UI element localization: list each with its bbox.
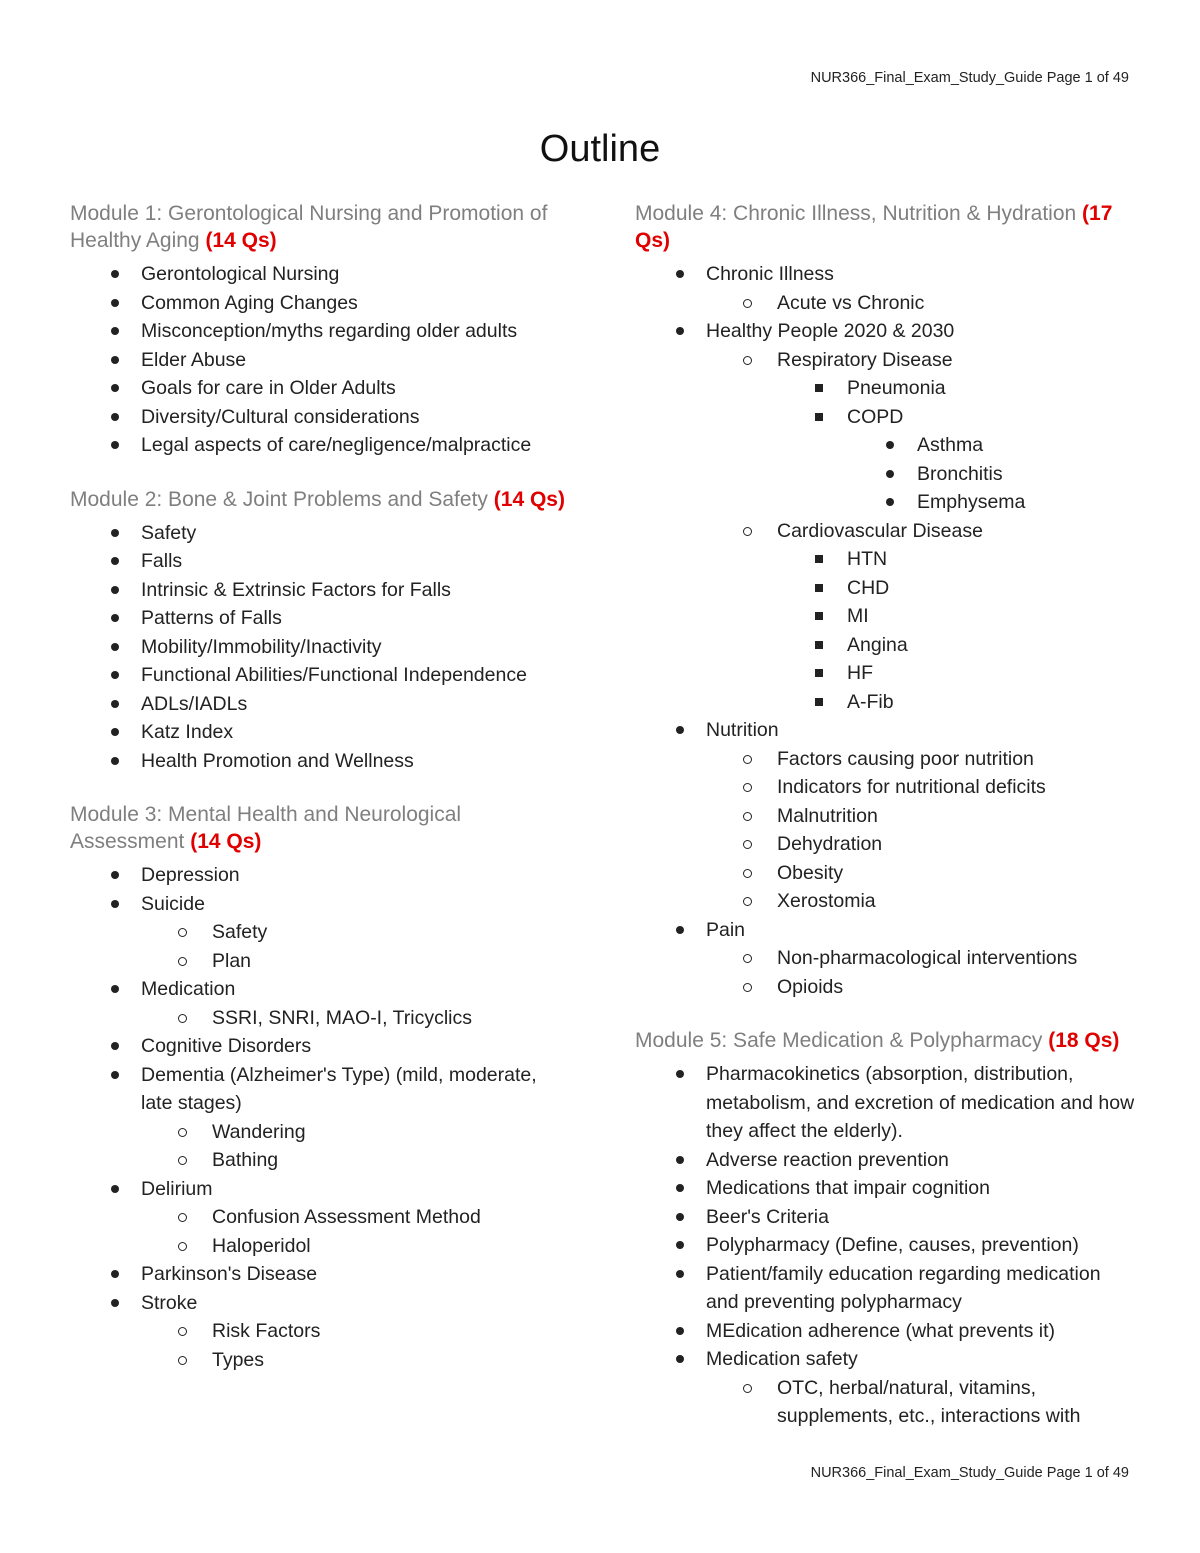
module-title-text: Module 5: Safe Medication & Polypharmacy: [635, 1029, 1043, 1052]
square-bullet-icon: [815, 555, 823, 563]
hollow-circle-bullet-icon: [178, 1128, 187, 1137]
list-item-text: Depression: [141, 864, 240, 886]
right-column: [635, 200, 1135, 1457]
list-item-text: Xerostomia: [777, 890, 876, 912]
question-count: (14 Qs): [190, 830, 262, 853]
list-item: [70, 346, 570, 375]
list-item: [635, 916, 1135, 945]
list-item: [635, 460, 1135, 489]
module-title-text: Module 4: Chronic Illness, Nutrition & Hydration: [635, 202, 1077, 225]
hollow-circle-bullet-icon: [743, 954, 752, 963]
list-item-text: Pneumonia: [847, 377, 946, 399]
list-item: [70, 1289, 570, 1318]
module-title: [70, 801, 570, 855]
hollow-circle-bullet-icon: [743, 783, 752, 792]
list-item-text: Cardiovascular Disease: [777, 519, 983, 542]
module-title: [70, 486, 570, 513]
module-title-text: Module 3: Mental Health and Neurological Assessment: [70, 803, 462, 853]
bullet-icon: [676, 1327, 684, 1335]
list-item-text: Acute vs Chronic: [777, 291, 925, 314]
bullet-icon: [676, 1241, 684, 1249]
bullet-icon: [111, 1042, 119, 1050]
left-column: [70, 200, 570, 1400]
bullet-icon: [111, 614, 119, 622]
list-item-text: Parkinson's Disease: [141, 1263, 318, 1285]
list-item-text: HTN: [847, 548, 888, 570]
list-item-text: MI: [847, 605, 869, 627]
list-item: [635, 1174, 1135, 1203]
list-item: [70, 1317, 570, 1346]
list-item-text: Diversity/Cultural considerations: [141, 405, 420, 428]
list-item: [70, 519, 570, 548]
list-item: [635, 545, 1135, 574]
bullet-icon: [676, 327, 684, 335]
list-item-text: Pain: [706, 918, 746, 941]
list-item-text: Bathing: [212, 1149, 279, 1171]
list-item-text: Mobility/Immobility/Inactivity: [141, 635, 382, 658]
square-bullet-icon: [815, 384, 823, 392]
list-item-text: Patterns of Falls: [141, 607, 282, 629]
module-section: [635, 1027, 1135, 1431]
list-item-text: Malnutrition: [777, 804, 878, 827]
list-item-text: Cognitive Disorders: [141, 1035, 312, 1057]
hollow-circle-bullet-icon: [178, 1156, 187, 1165]
outline-list: [70, 861, 570, 1374]
list-item-text: Medication safety: [706, 1348, 858, 1370]
hollow-circle-bullet-icon: [743, 812, 752, 821]
list-item: [635, 1374, 1135, 1431]
bullet-icon: [886, 498, 894, 506]
list-item-text: MEdication adherence (what prevents it): [706, 1319, 1056, 1342]
hollow-circle-bullet-icon: [743, 897, 752, 906]
list-item: [635, 260, 1135, 289]
bullet-icon: [111, 327, 119, 335]
list-item-text: Functional Abilities/Functional Independence: [141, 664, 527, 686]
hollow-circle-bullet-icon: [743, 527, 752, 536]
bullet-icon: [676, 726, 684, 734]
bullet-icon: [111, 985, 119, 993]
list-item-text: Healthy People 2020 & 2030: [706, 320, 955, 342]
list-item: [70, 1061, 570, 1118]
bullet-icon: [111, 871, 119, 879]
question-count: (18 Qs): [1048, 1029, 1120, 1052]
list-item: [70, 604, 570, 633]
list-item: [70, 1004, 570, 1033]
list-item-text: Respiratory Disease: [777, 348, 953, 371]
list-item-text: Asthma: [917, 434, 984, 456]
bullet-icon: [111, 299, 119, 307]
list-item: [70, 975, 570, 1004]
list-item: [635, 346, 1135, 375]
list-item: [70, 1346, 570, 1375]
list-item-text: Delirium: [141, 1177, 213, 1200]
bullet-icon: [676, 1213, 684, 1221]
list-item: [70, 1175, 570, 1204]
list-item-text: Medications that impair cognition: [706, 1177, 990, 1199]
list-item-text: Health Promotion and Wellness: [141, 749, 414, 772]
list-item: [70, 374, 570, 403]
list-item: [635, 1317, 1135, 1346]
square-bullet-icon: [815, 584, 823, 592]
list-item-text: Emphysema: [917, 491, 1026, 513]
outline-list: [635, 1060, 1135, 1431]
module-title-text: Module 2: Bone & Joint Problems and Safety: [70, 487, 488, 511]
list-item-text: Safety: [212, 921, 268, 943]
bullet-icon: [886, 470, 894, 478]
list-item: [70, 718, 570, 747]
list-item: [635, 631, 1135, 660]
list-item: [635, 1203, 1135, 1232]
module-title-text: Module 1: Gerontological Nursing and Promotion of Healthy Aging: [70, 202, 548, 252]
hollow-circle-bullet-icon: [743, 356, 752, 365]
module-section: [70, 486, 570, 776]
list-item-text: Adverse reaction prevention: [706, 1148, 949, 1171]
bullet-icon: [111, 700, 119, 708]
page-title: Outline: [539, 128, 661, 170]
page-footer: NUR366_Final_Exam_Study_Guide Page 1 of 49: [810, 1465, 1129, 1481]
outline-list: [70, 260, 570, 460]
bullet-icon: [111, 1270, 119, 1278]
list-item: [635, 431, 1135, 460]
list-item: [70, 431, 570, 460]
module-title: [70, 200, 570, 254]
bullet-icon: [111, 270, 119, 278]
list-item: [70, 690, 570, 719]
list-item: [70, 633, 570, 662]
list-item: [635, 659, 1135, 688]
hollow-circle-bullet-icon: [178, 1014, 187, 1023]
bullet-icon: [676, 1355, 684, 1363]
list-item: [70, 918, 570, 947]
bullet-icon: [886, 441, 894, 449]
list-item-text: COPD: [847, 405, 904, 428]
list-item: [635, 944, 1135, 973]
list-item: [635, 830, 1135, 859]
list-item-text: Patient/family education regarding medication and preventing polypharmacy: [706, 1262, 1101, 1313]
list-item: [70, 289, 570, 318]
list-item: [635, 488, 1135, 517]
bullet-icon: [111, 757, 119, 765]
list-item: [70, 260, 570, 289]
list-item: [635, 1260, 1135, 1317]
list-item-text: Obesity: [777, 861, 844, 884]
hollow-circle-bullet-icon: [178, 1327, 187, 1336]
bullet-icon: [111, 413, 119, 421]
module-section: [635, 200, 1135, 1001]
bullet-icon: [111, 586, 119, 594]
list-item: [635, 1146, 1135, 1175]
list-item-text: Types: [212, 1348, 265, 1371]
bullet-icon: [676, 1270, 684, 1278]
list-item-text: Katz Index: [141, 721, 234, 743]
list-item-text: Dementia (Alzheimer's Type) (mild, moderate, late stages): [141, 1063, 537, 1114]
list-item: [70, 576, 570, 605]
list-item-text: Legal aspects of care/negligence/malpractice: [141, 434, 532, 456]
list-item: [70, 1203, 570, 1232]
list-item: [635, 317, 1135, 346]
list-item-text: Intrinsic & Extrinsic Factors for Falls: [141, 578, 451, 601]
list-item: [70, 317, 570, 346]
list-item: [635, 374, 1135, 403]
list-item: [635, 716, 1135, 745]
list-item-text: Non-pharmacological interventions: [777, 947, 1078, 969]
list-item-text: Dehydration: [777, 833, 883, 855]
bullet-icon: [111, 1071, 119, 1079]
list-item-text: Risk Factors: [212, 1320, 321, 1342]
list-item-text: Confusion Assessment Method: [212, 1206, 481, 1228]
list-item-text: Chronic Illness: [706, 263, 834, 285]
list-item: [635, 745, 1135, 774]
list-item-text: SSRI, SNRI, MAO-I, Tricyclics: [212, 1006, 473, 1029]
list-item-text: A-Fib: [847, 690, 894, 713]
list-item-text: Factors causing poor nutrition: [777, 747, 1034, 770]
list-item-text: Wandering: [212, 1120, 306, 1143]
list-item-text: ADLs/IADLs: [141, 692, 248, 715]
list-item: [70, 1232, 570, 1261]
hollow-circle-bullet-icon: [743, 299, 752, 308]
list-item-text: Nutrition: [706, 719, 779, 741]
list-item-text: Pharmacokinetics (absorption, distribution, metabolism, and excretion of medication and how they affect the elderly).: [706, 1063, 1135, 1142]
bullet-icon: [676, 1156, 684, 1164]
square-bullet-icon: [815, 612, 823, 620]
list-item-text: Falls: [141, 550, 183, 572]
list-item: [635, 289, 1135, 318]
bullet-icon: [676, 1184, 684, 1192]
square-bullet-icon: [815, 413, 823, 421]
list-item: [635, 887, 1135, 916]
hollow-circle-bullet-icon: [178, 1213, 187, 1222]
bullet-icon: [676, 270, 684, 278]
list-item-text: CHD: [847, 576, 890, 599]
list-item: [635, 802, 1135, 831]
list-item: [70, 747, 570, 776]
list-item-text: Plan: [212, 949, 252, 972]
outline-list: [635, 260, 1135, 1001]
hollow-circle-bullet-icon: [743, 869, 752, 878]
list-item: [70, 403, 570, 432]
square-bullet-icon: [815, 698, 823, 706]
list-item-text: Elder Abuse: [141, 348, 247, 371]
list-item-text: Haloperidol: [212, 1234, 311, 1257]
list-item: [635, 602, 1135, 631]
list-item: [635, 859, 1135, 888]
question-count: (14 Qs): [493, 487, 565, 511]
list-item: [70, 1146, 570, 1175]
square-bullet-icon: [815, 641, 823, 649]
hollow-circle-bullet-icon: [178, 957, 187, 966]
list-item: [70, 661, 570, 690]
list-item: [635, 517, 1135, 546]
list-item-text: OTC, herbal/natural, vitamins, supplements, etc., interactions with: [777, 1376, 1081, 1427]
list-item-text: Medication: [141, 978, 236, 1000]
list-item: [70, 890, 570, 919]
list-item-text: HF: [847, 662, 873, 684]
bullet-icon: [676, 1070, 684, 1078]
bullet-icon: [111, 643, 119, 651]
list-item: [70, 1118, 570, 1147]
hollow-circle-bullet-icon: [178, 928, 187, 937]
hollow-circle-bullet-icon: [743, 755, 752, 764]
bullet-icon: [111, 384, 119, 392]
question-count: (14 Qs): [205, 229, 277, 252]
list-item-text: Polypharmacy (Define, causes, prevention): [706, 1234, 1079, 1256]
list-item-text: Misconception/myths regarding older adults: [141, 320, 518, 342]
module-title: [635, 200, 1135, 254]
list-item-text: Suicide: [141, 892, 205, 915]
list-item-text: Angina: [847, 633, 908, 656]
list-item-text: Stroke: [141, 1291, 198, 1314]
list-item: [635, 1231, 1135, 1260]
module-section: [70, 801, 570, 1374]
bullet-icon: [111, 671, 119, 679]
list-item-text: Goals for care in Older Adults: [141, 377, 396, 399]
list-item-text: Beer's Criteria: [706, 1205, 829, 1228]
list-item: [70, 547, 570, 576]
bullet-icon: [111, 1185, 119, 1193]
module-title: [635, 1027, 1135, 1054]
list-item-text: Indicators for nutritional deficits: [777, 776, 1046, 798]
bullet-icon: [111, 1299, 119, 1307]
hollow-circle-bullet-icon: [743, 840, 752, 849]
list-item-text: Opioids: [777, 975, 844, 998]
outline-list: [70, 519, 570, 776]
list-item-text: Gerontological Nursing: [141, 263, 340, 285]
list-item: [635, 773, 1135, 802]
hollow-circle-bullet-icon: [743, 1384, 752, 1393]
list-item: [635, 973, 1135, 1002]
hollow-circle-bullet-icon: [178, 1356, 187, 1365]
list-item: [635, 403, 1135, 432]
list-item: [70, 947, 570, 976]
hollow-circle-bullet-icon: [743, 983, 752, 992]
bullet-icon: [111, 356, 119, 364]
bullet-icon: [111, 728, 119, 736]
list-item: [70, 1032, 570, 1061]
list-item-text: Safety: [141, 521, 197, 544]
list-item: [70, 1260, 570, 1289]
list-item: [635, 1345, 1135, 1374]
bullet-icon: [111, 557, 119, 565]
list-item: [70, 861, 570, 890]
list-item: [635, 688, 1135, 717]
page-header: NUR366_Final_Exam_Study_Guide Page 1 of 49: [810, 70, 1129, 86]
bullet-icon: [111, 441, 119, 449]
module-section: [70, 200, 570, 460]
list-item-text: Common Aging Changes: [141, 291, 358, 314]
question-count: (17 Qs): [635, 202, 1113, 252]
bullet-icon: [111, 529, 119, 537]
bullet-icon: [111, 900, 119, 908]
hollow-circle-bullet-icon: [178, 1242, 187, 1251]
list-item-text: Bronchitis: [917, 462, 1003, 485]
list-item: [635, 574, 1135, 603]
square-bullet-icon: [815, 669, 823, 677]
bullet-icon: [676, 926, 684, 934]
list-item: [635, 1060, 1135, 1146]
